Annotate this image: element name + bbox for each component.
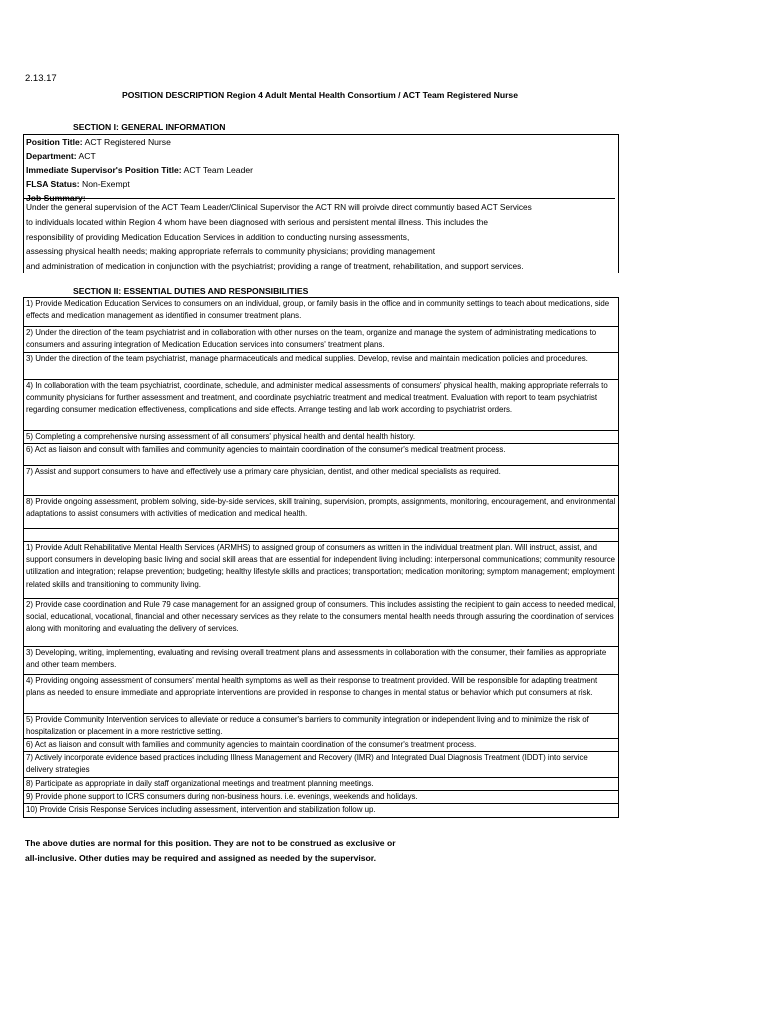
field-value: ACT	[76, 151, 96, 161]
field-value: Non-Exempt	[79, 179, 130, 189]
duty-row: 3) Under the direction of the team psychiatrist, manage pharmaceuticals and medical supplies. Develop, revise and maintain medication policies and procedures.	[24, 353, 618, 380]
summary-line: Under the general supervision of the ACT Team Leader/Clinical Supervisor the ACT RN will proivde direct communtiy based ACT Services	[26, 202, 532, 212]
duties-table	[23, 297, 619, 818]
blank-row	[24, 529, 618, 542]
summary-line: and administration of medication in conjunction with the psychiatrist; providing a range of treatment, rehabilitation, and support services.	[26, 261, 524, 271]
job-summary-box	[24, 198, 615, 271]
section-2-heading: SECTION II: ESSENTIAL DUTIES AND RESPONSIBILITIES	[73, 286, 309, 296]
section-1-heading: SECTION I: GENERAL INFORMATION	[73, 122, 226, 132]
duty-row: 8) Participate as appropriate in daily staff organizational meetings and treatment planning meetings.	[24, 778, 618, 791]
field-label: Job Summary:	[26, 193, 86, 203]
position-title-field	[26, 137, 171, 147]
supervisor-title-field	[26, 165, 253, 175]
duty-row: 5) Completing a comprehensive nursing assessment of all consumers' physical health and dental health history.	[24, 431, 618, 444]
duty-row: 9) Provide phone support to ICRS consumers during non-business hours. i.e. evenings, weekends and holidays.	[24, 791, 618, 804]
document-title: POSITION DESCRIPTION Region 4 Adult Mental Health Consortium / ACT Team Registered Nurse	[122, 90, 518, 100]
duty-row: 7) Actively incorporate evidence based practices including Illness Management and Recovery (IMR) and Integrated Dual Diagnosis Treatment (IDDT) into service delivery strategies	[24, 752, 618, 778]
duty-row: 6) Act as liaison and consult with families and community agencies to maintain coordination of the consumer's treatment process.	[24, 739, 618, 752]
duty-row: 7) Assist and support consumers to have and effectively use a primary care physician, dentist, and other medical specialists as required.	[24, 466, 618, 496]
field-label: FLSA Status:	[26, 179, 80, 189]
field-value: ACT Team Leader	[181, 165, 254, 175]
summary-line: to individuals located within Region 4 whom have been diagnosed with serious and persistent mental illness. This includes the	[26, 217, 488, 227]
footer-note-line: The above duties are normal for this position. They are not to be construed as exclusive or	[25, 838, 396, 848]
duty-row: 4) In collaboration with the team psychiatrist, coordinate, schedule, and administer medical assessments of consumers' physical health, making appropriate referrals to community physicians for further assessment and treatment, and coordinate psychiatric treatment and medical treatment. Evaluation with report to team psychiatrist regarding consumer medication effectiveness, complications and side effects. Arrange testing and lab work according to psychiatrist orders.	[24, 380, 618, 431]
duty-row: 10) Provide Crisis Response Services including assessment, intervention and stabilization follow up.	[24, 804, 618, 818]
duty-row: 5) Provide Community Intervention services to alleviate or reduce a consumer's barriers to community integration or independent living and to minimize the risk of hospitalization or placement in a more restrictive setting.	[24, 714, 618, 739]
field-label: Position Title:	[26, 137, 83, 147]
duty-row: 4) Providing ongoing assessment of consumers' mental health symptoms as well as their response to treatment provided. Will be responsible for adapting treatment plans as needed to ensure immediate and appropriate interventions are provided in response to changes in mental status or behavior which put consumers at risk.	[24, 675, 618, 714]
duty-row: 3) Developing, writing, implementing, evaluating and revising overall treatment plans and assessments in collaboration with the consumer, their families as appropriate and other team members.	[24, 647, 618, 675]
department-field	[26, 151, 96, 161]
flsa-status-field	[26, 179, 130, 189]
duty-row: 1) Provide Adult Rehabilitative Mental Health Services (ARMHS) to assigned group of consumers as written in the individual treatment plan. Will instruct, assist, and support consumers in developing basic living and social skill areas that are essential for independent living including: interpersonal communications; community resource utilization and integration; relapse prevention; budgeting; healthy lifestyle skills and practices; transportation; medication monitoring; symptom management; employment related skills and transitioning to community living.	[24, 542, 618, 599]
summary-line: assessing physical health needs; making appropriate referrals to community physicians; providing management	[26, 246, 436, 256]
document-date: 2.13.17	[25, 73, 57, 84]
field-label: Department:	[26, 151, 77, 161]
field-label: Immediate Supervisor's Position Title:	[26, 165, 182, 175]
summary-line: responsibility of providing Medication Education Services in addition to conducting nursing assessments,	[26, 232, 410, 242]
duty-row: 6) Act as liaison and consult with families and community agencies to maintain coordination of the consumer's medical treatment process.	[24, 444, 618, 466]
duty-row: 1) Provide Medication Education Services to consumers on an individual, group, or family basis in the office and in community settings to teach about medications, side effects and medication management as identified in consumer treatment plans.	[24, 298, 618, 327]
duty-row: 2) Under the direction of the team psychiatrist and in collaboration with other nurses on the team, organize and manage the system of administrating medications to consumers and assuring integration of Medication Education services into consumers' treatment plans.	[24, 327, 618, 353]
duty-row: 2) Provide case coordination and Rule 79 case management for an assigned group of consumers. This includes assisting the recipient to gain access to needed medical, social, educational, vocational, financial and other necessary services as they relate to the consumers mental health needs through assuring the coordination of services along with monitoring and evaluating the delivery of services.	[24, 599, 618, 647]
duty-row: 8) Provide ongoing assessment, problem solving, side-by-side services, skill training, supervision, prompts, assignments, monitoring, encouragement, and environmental adaptations to assist consumers with activities of medication and medical health.	[24, 496, 618, 529]
footer-note-line: all-inclusive. Other duties may be required and assigned as needed by the supervisor.	[25, 853, 377, 863]
field-value: ACT Registered Nurse	[82, 137, 171, 147]
